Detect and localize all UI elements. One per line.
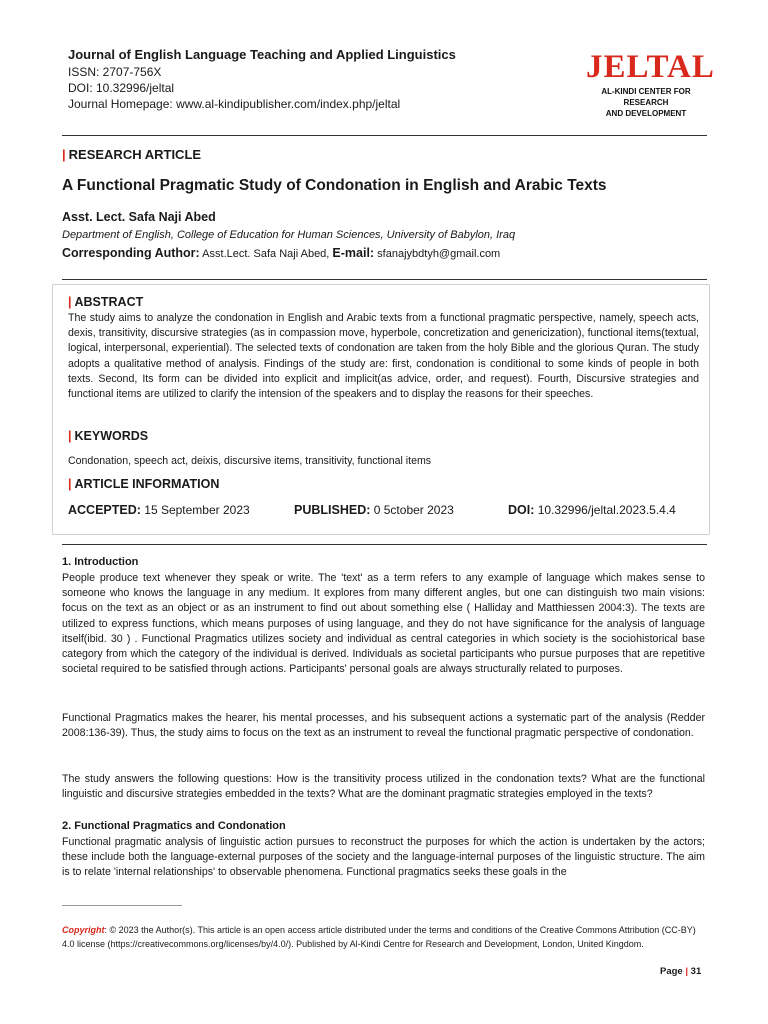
- published-value: 0 5ctober 2023: [373, 503, 454, 517]
- copyright-label: Copyright: [62, 925, 105, 935]
- abstract-heading-label: ABSTRACT: [74, 295, 144, 309]
- copyright-text: : © 2023 the Author(s). This article is an open access article distributed under the terms and conditions of the Creative Commons Attribution (CC-BY) 4.0 license (https://creativecommons.org/licenses/by/4.0/). Published by Al-Kindi Centre for Research and Development, London, United Kingdom.: [62, 925, 696, 949]
- section-2-heading: 2. Functional Pragmatics and Condonation: [62, 820, 286, 832]
- keywords-heading-label: KEYWORDS: [74, 429, 149, 443]
- keywords-text: Condonation, speech act, deixis, discursive items, transitivity, functional items: [68, 455, 432, 467]
- section-1-paragraph-1: People produce text whenever they speak or write. The 'text' as a term refers to any example of language which makes sense to someone who knows the language in any medium. It explores from many different angles, but one can distinguish two main visions: focus on the text as an object or as an instrument to find out about something else ( Halliday and Matthiessen 2004:3). The texts are utilized to express functions, which means purposes of using language, and they do not have significance for the analysis of language itself(ibid. 30 ) . Functional Pragmatics utilizes society and individual as central categories in which society is the sociohistorical base category from which the category of the individual is derived. Individuals as societal participants who pursue purposes that are repetitive societal required to be satisfied through actions. Participants' personal goals are always structurally related to purposes.: [62, 572, 705, 676]
- journal-name: Journal of English Language Teaching and Applied Linguistics: [68, 47, 456, 62]
- keywords-heading: [68, 429, 148, 443]
- accent-bar-icon: |: [68, 295, 72, 309]
- page-separator: |: [685, 966, 689, 977]
- accepted-value: 15 September 2023: [144, 503, 250, 517]
- abstract-top-divider: [62, 279, 707, 280]
- logo-subtitle-line1: AL-KINDI CENTER FOR RESEARCH: [601, 87, 691, 107]
- logo-wordmark: JELTAL: [586, 49, 715, 85]
- copyright-notice: [62, 923, 702, 951]
- corresponding-name: Asst.Lect. Safa Naji Abed,: [202, 248, 330, 260]
- page-number-value: 31: [690, 966, 702, 977]
- corresponding-author-line: [62, 246, 500, 260]
- body-divider: [62, 544, 707, 545]
- accepted-label: ACCEPTED:: [68, 503, 141, 517]
- accent-bar-icon: |: [62, 147, 66, 162]
- journal-header: [68, 46, 528, 112]
- article-author: Asst. Lect. Safa Naji Abed: [62, 210, 216, 224]
- accent-bar-icon: |: [68, 477, 72, 491]
- article-type: [62, 147, 201, 162]
- journal-issn: ISSN: 2707-756X: [68, 65, 162, 79]
- accent-bar-icon: |: [68, 429, 72, 443]
- article-title: A Functional Pragmatic Study of Condonation in English and Arabic Texts: [62, 177, 607, 194]
- journal-homepage[interactable]: Journal Homepage: www.al-kindipublisher.com/index.php/jeltal: [68, 97, 401, 111]
- article-info-heading: [68, 477, 219, 491]
- corresponding-email[interactable]: sfanajybdtyh@gmail.com: [377, 248, 501, 260]
- journal-doi: DOI: 10.32996/jeltal: [68, 81, 175, 95]
- published-label: PUBLISHED:: [294, 503, 371, 517]
- author-affiliation: Department of English, College of Education for Human Sciences, University of Babylon, Iraq: [62, 229, 516, 241]
- section-1-paragraph-2: Functional Pragmatics makes the hearer, his mental processes, and his subsequent actions a systematic part of the analysis (Redder 2008:136-39). Thus, the study aims to focus on the text as an instrument to reveal the functional pragmatic perspective of condonation.: [62, 712, 705, 740]
- article-type-label: RESEARCH ARTICLE: [68, 147, 202, 162]
- article-doi: [508, 503, 676, 517]
- logo-subtitle-line2: AND DEVELOPMENT: [605, 109, 687, 118]
- section-1-paragraph-3: The study answers the following questions: How is the transitivity process utilized in the condonation texts? What are the functional linguistic and discursive strategies embedded in the texts? What are the dominant pragmatic strategies employed in the texts?: [62, 773, 705, 801]
- section-2-paragraph-1: Functional pragmatic analysis of linguistic action pursues to reconstruct the purposes for which the action is undertaken by the actors; these include both the language-external purposes of the society and the language-internal purposes of the linguistic structure. The aim is to relate 'internal relationships' to observable phenomena. Functional pragmatics seeks these goals in the: [62, 836, 705, 879]
- page-number: [660, 966, 701, 977]
- page-label: Page: [660, 966, 683, 977]
- article-info-heading-label: ARTICLE INFORMATION: [74, 477, 220, 491]
- corresponding-label: Corresponding Author:: [62, 246, 200, 260]
- published-date: [294, 503, 454, 517]
- doi-label: DOI:: [508, 503, 535, 517]
- header-divider: [62, 135, 707, 136]
- footer-divider: [62, 905, 182, 906]
- abstract-text: The study aims to analyze the condonation in English and Arabic texts from a functional pragmatic perspective, namely, speech acts, dexis, transitivity, discursive strategies (as in compassion move, hyperbole, concretization and genericization), functional items(textual, logical, interpersonal, experiential). The selected texts of condonation are taken from the holy Bible and the glorious Quran. The study adopts a qualitative method of analysis. Findings of the study are: first, condonation is conditional to some kinds of people in both texts. Second, Its form can be divided into explicit and implicit(as advice, order, and request). Fourth, Discursive strategies and functional items are utilized to clarify the intension of the speakers and to display the reasons for their speeches.: [68, 312, 699, 401]
- journal-logo: [586, 48, 715, 119]
- doi-value[interactable]: 10.32996/jeltal.2023.5.4.4: [537, 503, 676, 517]
- email-label: E-mail:: [332, 246, 375, 260]
- abstract-heading: [68, 295, 143, 309]
- section-1-heading: 1. Introduction: [62, 556, 139, 568]
- accepted-date: [68, 503, 250, 517]
